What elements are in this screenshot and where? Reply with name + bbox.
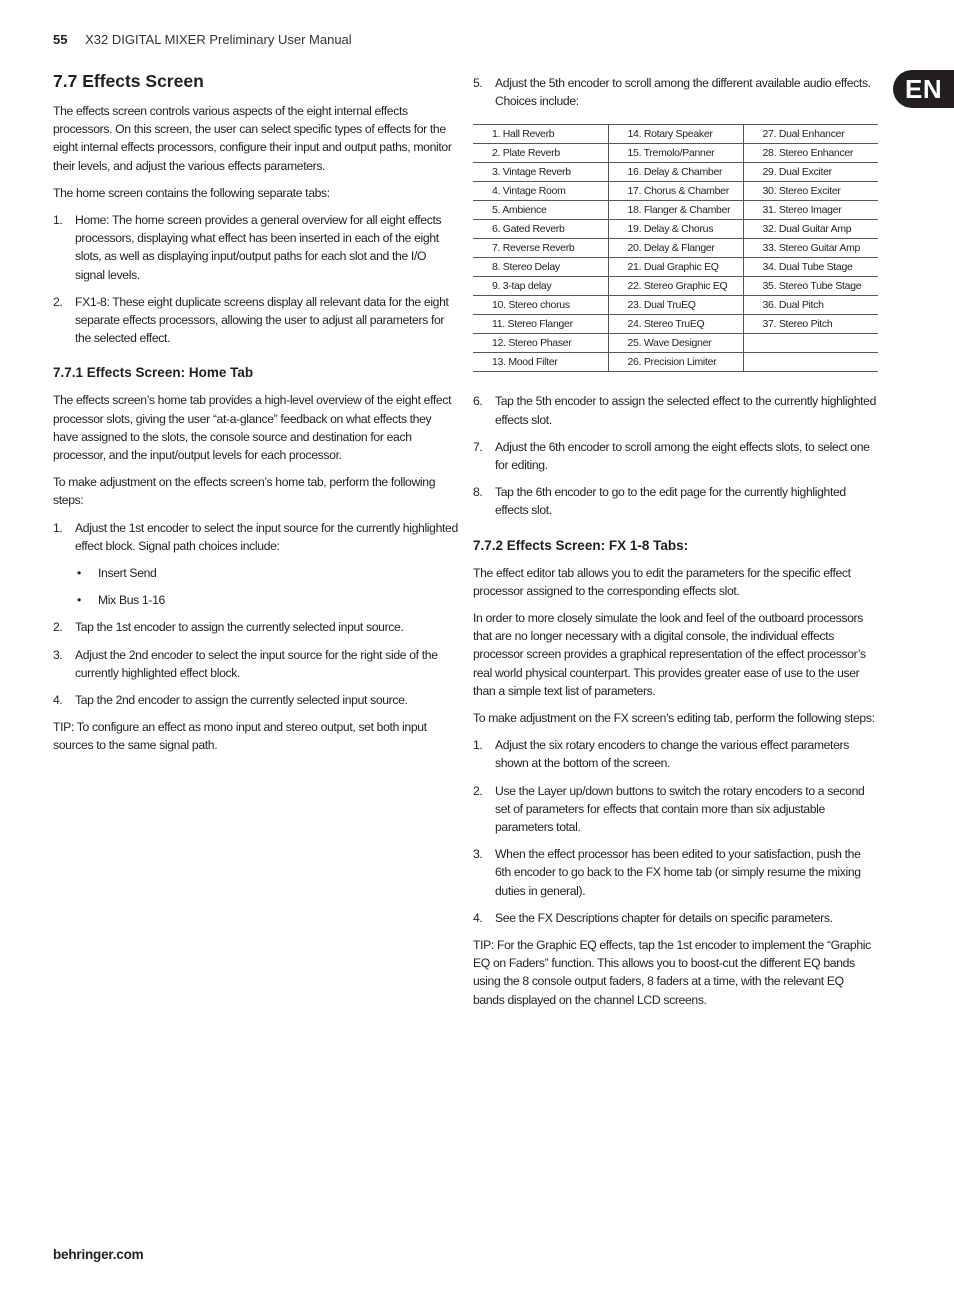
table-cell: 34. Dual Tube Stage: [743, 258, 878, 277]
table-cell: 22. Stereo Graphic EQ: [608, 277, 743, 296]
left-column: [53, 70, 458, 764]
list-item: 3. Adjust the 2nd encoder to select the input source for the right side of the currently highlighted effect block.: [53, 647, 438, 680]
fx-steps-intro: To make adjustment on the FX screen’s editing tab, perform the following steps:: [473, 711, 875, 726]
table-cell: 15. Tremolo/Panner: [608, 144, 743, 163]
table-row: [473, 334, 878, 353]
list-item: 4. Tap the 2nd encoder to assign the currently selected input source.: [53, 693, 408, 708]
language-tab: EN: [893, 70, 954, 108]
list-item: 1. Home: The home screen provides a general overview for all eight effects processors, displaying what effect has been inserted in each of the eight slots, as well as displaying input/output paths for each slot and the I/O signal levels.: [53, 213, 442, 282]
table-cell: 5. Ambience: [473, 201, 608, 220]
table-cell: 2. Plate Reverb: [473, 144, 608, 163]
table-row: [473, 353, 878, 372]
table-cell: 17. Chorus & Chamber: [608, 182, 743, 201]
list-item: 1. Adjust the six rotary encoders to change the various effect parameters shown at the bottom of the screen.: [473, 738, 849, 771]
table-cell: [743, 334, 878, 353]
tip-paragraph-eq: TIP: For the Graphic EQ effects, tap the 1st encoder to implement the “Graphic EQ on Faders” function. This allows you to boost-cut the different EQ bands using the 8 console output faders, 8 faders at a time, with the relevant EQ bands displayed on the channel LCD screens.: [473, 938, 871, 1007]
table-cell: 21. Dual Graphic EQ: [608, 258, 743, 277]
table-cell: 8. Stereo Delay: [473, 258, 608, 277]
table-cell: 29. Dual Exciter: [743, 163, 878, 182]
signal-path-list: [75, 564, 458, 609]
table-row: [473, 163, 878, 182]
table-cell: 19. Delay & Chorus: [608, 220, 743, 239]
bullet-item: • Insert Send: [77, 566, 157, 581]
home-intro: The effects screen’s home tab provides a high-level overview of the eight effect processor slots, giving the user “at-a-glance” feedback on what effects they have assigned to the slots, the console source and destination for each processor, and the input/output levels for each processor.: [53, 393, 452, 463]
tabs-intro: The home screen contains the following separate tabs:: [53, 185, 330, 200]
table-row: [473, 182, 878, 201]
table-row: [473, 144, 878, 163]
list-item: 2. Use the Layer up/down buttons to switch the rotary encoders to a second set of parameters for effects that contain more than six adjustable parameters total.: [473, 783, 865, 835]
table-row: [473, 125, 878, 144]
table-cell: 33. Stereo Guitar Amp: [743, 239, 878, 258]
steps-intro: To make adjustment on the effects screen’s home tab, perform the following steps:: [53, 475, 436, 508]
list-item: 3. When the effect processor has been edited to your satisfaction, push the 6th encoder to go back to the FX home tab (or simply resume the mixing duties in general).: [473, 847, 861, 898]
list-item: 7. Adjust the 6th encoder to scroll among the eight effects slots, to select one for editing.: [473, 439, 870, 473]
table-cell: 16. Delay & Chamber: [608, 163, 743, 182]
table-row: [473, 315, 878, 334]
table-cell: 1. Hall Reverb: [473, 125, 608, 144]
list-item: 2. Tap the 1st encoder to assign the currently selected input source.: [53, 620, 404, 635]
step-5-list: [473, 74, 878, 110]
list-item: 6. Tap the 5th encoder to assign the selected effect to the currently highlighted effects slot.: [473, 394, 877, 427]
table-row: [473, 277, 878, 296]
table-cell: 11. Stereo Flanger: [473, 315, 608, 334]
table-cell: 24. Stereo TruEQ: [608, 315, 743, 334]
table-cell: 18. Flanger & Chamber: [608, 201, 743, 220]
table-row: [473, 239, 878, 258]
table-cell: [743, 353, 878, 372]
table-cell: 13. Mood Filter: [473, 353, 608, 372]
table-row: [473, 296, 878, 315]
editor-intro: The effect editor tab allows you to edit the parameters for the specific effect processor assigned to the corresponding effects slot.: [473, 565, 851, 598]
page-header: [53, 32, 352, 47]
table-cell: 35. Stereo Tube Stage: [743, 277, 878, 296]
home-steps-list: [53, 519, 458, 710]
table-cell: 20. Delay & Flanger: [608, 239, 743, 258]
list-item: 1. Adjust the 1st encoder to select the input source for the currently highlighted effect block. Signal path choices include: • Insert Send • Mix Bus 1-16: [53, 519, 458, 610]
tabs-list: [53, 211, 458, 347]
intro-paragraph: The effects screen controls various aspects of the eight internal effects processors. On this screen, the user can select specific types of effects for the eight internal effects processors, configure their input and output paths, monitor their levels, and adjust the various effects parameters.: [53, 104, 452, 173]
page-number: 55: [53, 32, 68, 47]
table-row: [473, 220, 878, 239]
table-cell: 31. Stereo Imager: [743, 201, 878, 220]
steps-after-list: [473, 392, 878, 519]
table-cell: 27. Dual Enhancer: [743, 125, 878, 144]
tip-paragraph: TIP: To configure an effect as mono input and stereo output, set both input sources to the same signal path.: [53, 720, 427, 753]
table-cell: 10. Stereo chorus: [473, 296, 608, 315]
table-cell: 9. 3-tap delay: [473, 277, 608, 296]
bullet-item: • Mix Bus 1-16: [77, 593, 165, 608]
effects-table: [473, 124, 878, 372]
subsection-heading-home: 7.7.1 Effects Screen: Home Tab: [53, 365, 254, 381]
fx-steps-list: [473, 736, 878, 927]
manual-title: X32 DIGITAL MIXER Preliminary User Manual: [85, 32, 352, 47]
table-cell: 30. Stereo Exciter: [743, 182, 878, 201]
table-row: [473, 201, 878, 220]
table-cell: 28. Stereo Enhancer: [743, 144, 878, 163]
list-item: 2. FX1-8: These eight duplicate screens display all relevant data for the eight separate effects processors, allowing the user to adjust all parameters for the selected effect.: [53, 294, 449, 346]
list-item: 5. Adjust the 5th encoder to scroll among the different available audio effects. Choices include:: [473, 76, 871, 109]
table-row: [473, 258, 878, 277]
table-cell: 37. Stereo Pitch: [743, 315, 878, 334]
table-cell: 12. Stereo Phaser: [473, 334, 608, 353]
table-cell: 26. Precision Limiter: [608, 353, 743, 372]
subsection-heading-fx: 7.7.2 Effects Screen: FX 1-8 Tabs:: [473, 537, 689, 553]
table-cell: 7. Reverse Reverb: [473, 239, 608, 258]
table-cell: 3. Vintage Reverb: [473, 163, 608, 182]
table-cell: 25. Wave Designer: [608, 334, 743, 353]
simulate-paragraph: In order to more closely simulate the look and feel of the outboard processors that are no longer necessary with a digital console, the individual effects processor screen provides a graphical representation of the effect processor’s real world physical counterpart. This provides greater ease of use to the user than a simple text list of parameters.: [473, 611, 866, 698]
right-column: [473, 74, 878, 1018]
table-cell: 23. Dual TruEQ: [608, 296, 743, 315]
table-cell: 4. Vintage Room: [473, 182, 608, 201]
table-cell: 32. Dual Guitar Amp: [743, 220, 878, 239]
table-cell: 14. Rotary Speaker: [608, 125, 743, 144]
list-item: 4. See the FX Descriptions chapter for details on specific parameters.: [473, 910, 833, 925]
footer-brand: behringer.com: [53, 1247, 144, 1262]
table-cell: 6. Gated Reverb: [473, 220, 608, 239]
section-heading: 7.7 Effects Screen: [53, 71, 204, 91]
list-item: 8. Tap the 6th encoder to go to the edit page for the currently highlighted effects slot.: [473, 485, 846, 518]
table-cell: 36. Dual Pitch: [743, 296, 878, 315]
